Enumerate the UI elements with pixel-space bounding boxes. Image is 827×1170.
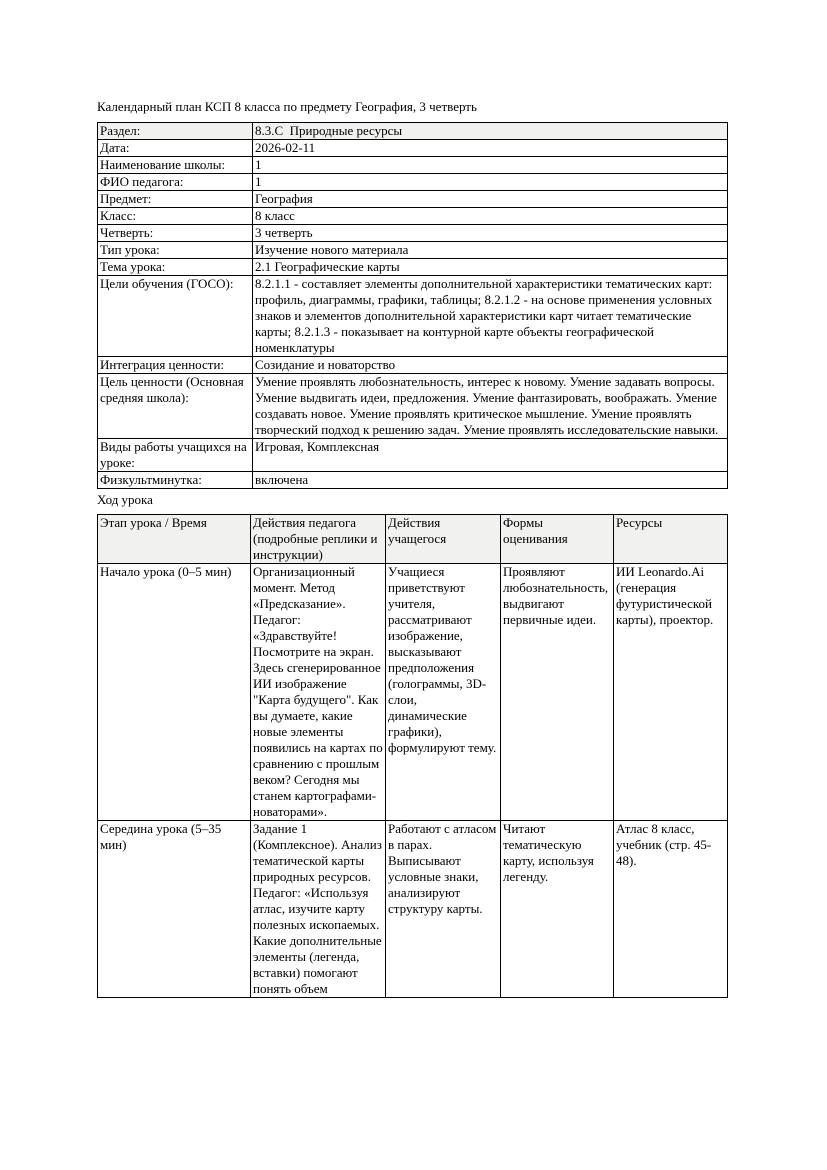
info-label: Дата: — [98, 140, 253, 157]
info-row-work-types — [98, 439, 728, 472]
lesson-info-table — [97, 122, 728, 489]
info-label: Физкультминутка: — [98, 472, 253, 489]
info-row-date — [98, 140, 728, 157]
info-value: включена — [253, 472, 728, 489]
info-value: 8.2.1.1 - составляет элементы дополнительной характеристики тематических карт: профиль, диаграммы, графики, таблицы; 8.2.1.2 - на основе применения условных знаков и элементов дополнительной характеристики карт читает тематические карты; 8.2.1.3 - показывает на контурной карте объекты географической номенклатуры — [253, 276, 728, 357]
flow-header-student-actions: Действия учащегося — [386, 515, 501, 564]
flow-header-assessment: Формы оценивания — [501, 515, 614, 564]
info-label: Цели обучения (ГОСО): — [98, 276, 253, 357]
info-row-learning-goals — [98, 276, 728, 357]
info-label: Наименование школы: — [98, 157, 253, 174]
info-value: 8.3.C Природные ресурсы — [253, 123, 728, 140]
info-value: Игровая, Комплексная — [253, 439, 728, 472]
lesson-flow-table — [97, 514, 728, 998]
flow-header-resources: Ресурсы — [614, 515, 728, 564]
info-value: География — [253, 191, 728, 208]
info-label: Тема урока: — [98, 259, 253, 276]
teacher-actions-cell: Задание 1 (Комплексное). Анализ тематической карты природных ресурсов. Педагог: «Используя атлас, изучите карту полезных ископаемых. Какие дополнительные элементы (легенда, вставки) помогают понять объем — [251, 821, 386, 998]
document-title: Календарный план КСП 8 класса по предмету География, 3 четверть — [97, 99, 477, 114]
info-value: 2.1 Географические карты — [253, 259, 728, 276]
info-label: Раздел: — [98, 123, 253, 140]
info-row-values-integration — [98, 357, 728, 374]
info-row-teacher-name — [98, 174, 728, 191]
flow-row-lesson-start — [98, 564, 728, 821]
info-row-lesson-type — [98, 242, 728, 259]
flow-header-stage: Этап урока / Время — [98, 515, 251, 564]
info-row-grade — [98, 208, 728, 225]
student-actions-cell: Учащиеся приветствуют учителя, рассматривают изображение, высказывают предположения (голограммы, 3D-слои, динамические графики), формулируют тему. — [386, 564, 501, 821]
assessment-cell: Проявляют любознательность, выдвигают первичные идеи. — [501, 564, 614, 821]
student-actions-cell: Работают с атласом в парах. Выписывают условные знаки, анализируют структуру карты. — [386, 821, 501, 998]
lesson-flow-heading: Ход урока — [97, 492, 153, 507]
info-value: Изучение нового материала — [253, 242, 728, 259]
info-row-school — [98, 157, 728, 174]
stage-cell: Начало урока (0–5 мин) — [98, 564, 251, 821]
resources-cell: ИИ Leonardo.Ai (генерация футуристической карты), проектор. — [614, 564, 728, 821]
info-row-physical-break — [98, 472, 728, 489]
info-label: ФИО педагога: — [98, 174, 253, 191]
info-row-value-goal — [98, 374, 728, 439]
info-row-section — [98, 123, 728, 140]
info-value: 3 четверть — [253, 225, 728, 242]
stage-cell: Середина урока (5–35 мин) — [98, 821, 251, 998]
info-row-subject — [98, 191, 728, 208]
assessment-cell: Читают тематическую карту, используя легенду. — [501, 821, 614, 998]
info-label: Предмет: — [98, 191, 253, 208]
info-label: Тип урока: — [98, 242, 253, 259]
info-value: 1 — [253, 157, 728, 174]
info-label: Интеграция ценности: — [98, 357, 253, 374]
flow-header-row — [98, 515, 728, 564]
teacher-actions-cell: Организационный момент. Метод «Предсказание». Педагог: «Здравствуйте! Посмотрите на экран. Здесь сгенерированное ИИ изображение "Карта будущего". Как вы думаете, какие новые элементы появились на картах по сравнению с прошлым веком? Сегодня мы станем картографами-новаторами». — [251, 564, 386, 821]
info-row-lesson-topic — [98, 259, 728, 276]
info-label: Виды работы учащихся на уроке: — [98, 439, 253, 472]
info-label: Цель ценности (Основная средняя школа): — [98, 374, 253, 439]
info-value: 1 — [253, 174, 728, 191]
info-value: Созидание и новаторство — [253, 357, 728, 374]
flow-header-teacher-actions: Действия педагога (подробные реплики и инструкции) — [251, 515, 386, 564]
flow-row-lesson-middle — [98, 821, 728, 998]
resources-cell: Атлас 8 класс, учебник (стр. 45-48). — [614, 821, 728, 998]
document-content — [97, 99, 727, 998]
info-value: 8 класс — [253, 208, 728, 225]
info-row-quarter — [98, 225, 728, 242]
info-label: Четверть: — [98, 225, 253, 242]
info-value: 2026-02-11 — [253, 140, 728, 157]
info-label: Класс: — [98, 208, 253, 225]
info-value: Умение проявлять любознательность, интерес к новому. Умение задавать вопросы. Умение выдвигать идеи, предложения. Умение фантазировать, воображать. Умение создавать новое. Умение проявлять критическое мышление. Умение проявлять творческий подход к решению задач. Умение проявлять исследовательские навыки. — [253, 374, 728, 439]
